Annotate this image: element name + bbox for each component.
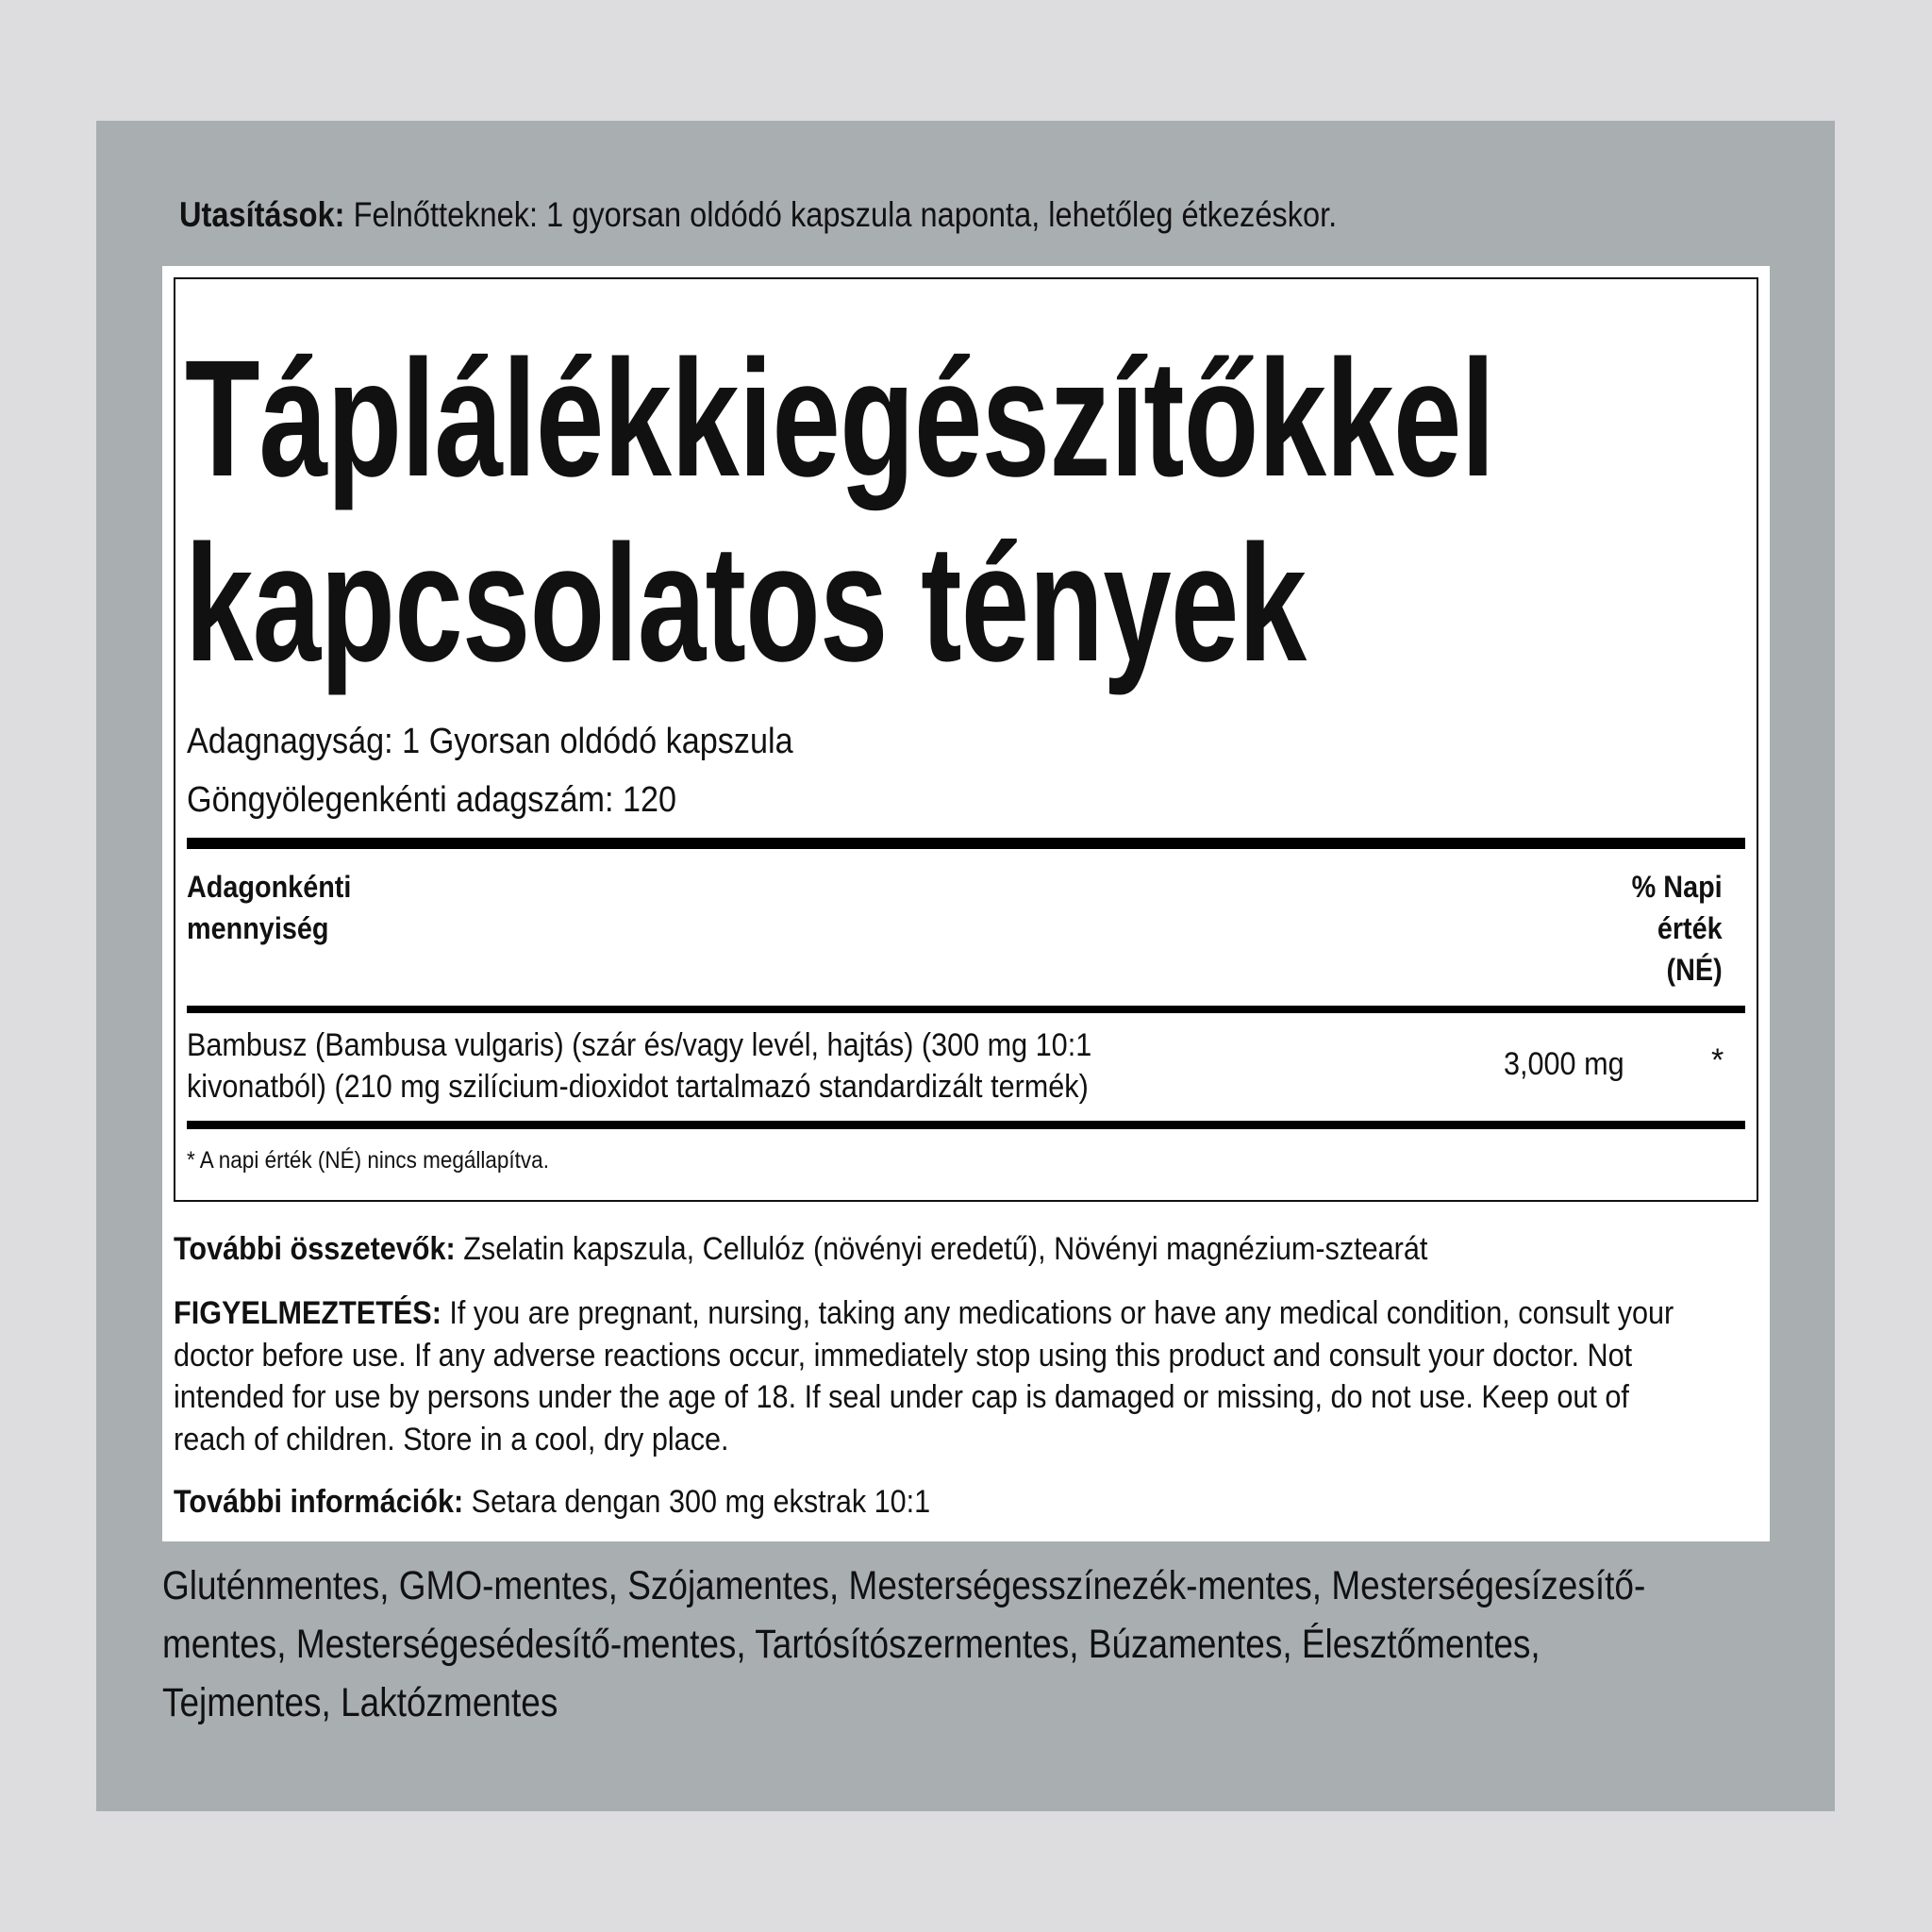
label-panel (96, 121, 1835, 1811)
more-info-label: További információk: (174, 1484, 464, 1520)
more-info-text: Setara dengan 300 mg ekstrak 10:1 (463, 1484, 931, 1520)
dv-header-line-3: (NÉ) (1666, 953, 1723, 987)
warning-label: FIGYELMEZTETÉS: (174, 1295, 441, 1331)
more-info (174, 1481, 930, 1523)
amount-header-line-2: mennyiség (187, 911, 329, 945)
daily-value-footnote: * A napi érték (NÉ) nincs megállapítva. (187, 1147, 549, 1174)
servings-per-container: Göngyölegenkénti adagszám: 120 (187, 780, 677, 820)
facts-title-line-1: Táplálékkiegészítőkkel (185, 326, 1495, 511)
directions (179, 194, 1337, 236)
ingredient-line-1: Bambusz (Bambusa vulgaris) (szár és/vagy levél, hajtás) (300 mg 10:1 (187, 1027, 1092, 1063)
ingredient-name (187, 1024, 1121, 1108)
facts-title (185, 326, 1494, 696)
amount-header-line-1: Adagonkénti (187, 870, 352, 904)
directions-label: Utasítások: (179, 195, 345, 234)
directions-text: Felnőtteknek: 1 gyorsan oldódó kapszula naponta, lehetőleg étkezéskor. (344, 195, 1338, 234)
other-ingredients (174, 1228, 1427, 1270)
supplement-facts-box (174, 277, 1758, 1202)
serving-size: Adagnagyság: 1 Gyorsan oldódó kapszula (187, 722, 793, 761)
free-from-claims: Gluténmentes, GMO-mentes, Szójamentes, Mesterségesszínezék-mentes, Mesterségesízesítő-mentes, Mesterségesédesítő-mentes, Tartósítószermentes, Búzamentes, Élesztőmentes, Tejmentes, Laktózmentes (162, 1563, 1646, 1725)
facts-title-line-2: kapcsolatos tények (185, 511, 1307, 696)
ingredient-amount: 3,000 mg (1504, 1046, 1624, 1082)
label-card (162, 266, 1770, 1541)
warning-text: If you are pregnant, nursing, taking any medications or have any medical condition, consult your doctor before use. If any adverse reactions occur, immediately stop using this product and consult your doctor. Not intended for use by persons under the age of 18. If seal under cap is damaged or missing, do not use. Keep out of reach of children. Store in a cool, dry place. (174, 1295, 1674, 1457)
daily-value-header (1632, 866, 1723, 991)
thick-divider-top (187, 838, 1745, 849)
divider-bottom (187, 1121, 1745, 1129)
ingredient-daily-value: * (1711, 1042, 1724, 1078)
other-ingredients-label: További összetevők: (174, 1231, 456, 1267)
other-ingredients-text: Zselatin kapszula, Cellulóz (növényi eredetű), Növényi magnézium-sztearát (455, 1231, 1428, 1267)
warning (174, 1292, 1693, 1460)
amount-per-serving-header (187, 866, 351, 949)
dv-header-line-1: % Napi (1631, 870, 1723, 904)
dv-header-line-2: érték (1657, 911, 1723, 945)
divider-header (187, 1006, 1745, 1013)
ingredient-line-2: kivonatból) (210 mg szilícium-dioxidot tartalmazó standardizált termék) (187, 1069, 1089, 1105)
